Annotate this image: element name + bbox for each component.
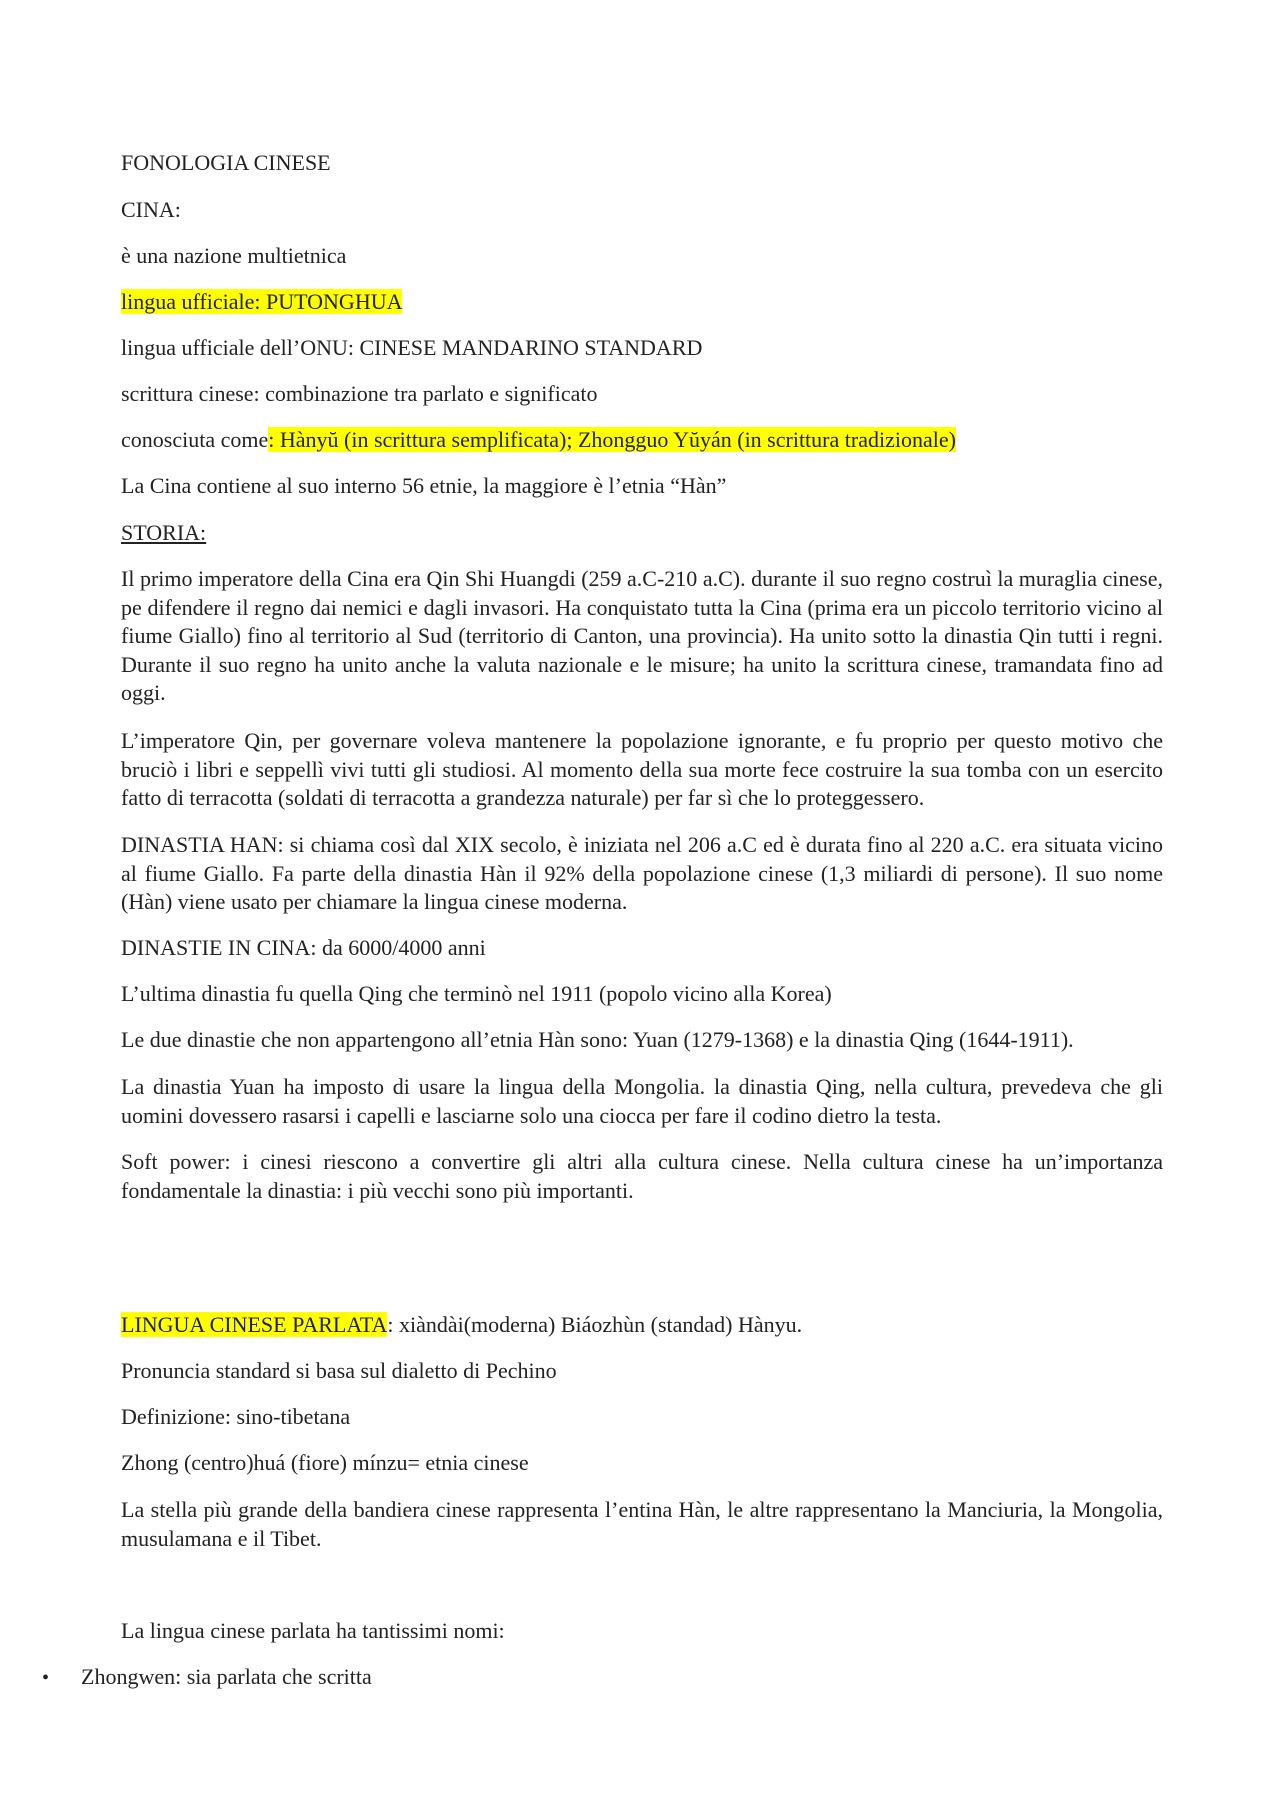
storia-paragraph-1: Il primo imperatore della Cina era Qin Shi Huangdi (259 a.C-210 a.C). durante il suo regno costruì la muraglia cinese, pe difendere il regno dai nemici e dagli invasori. Ha conquistato tutta la Cina (prima era un piccolo territorio vicino al fiume Giallo) fino al territorio al Sud (territorio di Canton, una provincia). Ha unito sotto la dinastia Qin tutti i regni. Durante il suo regno ha unito anche la valuta nazionale e le misure; ha unito la scrittura cinese, tramandata fino ad oggi.: [121, 566, 1163, 705]
dinastia-han-paragraph: DINASTIA HAN: si chiama così dal XIX secolo, è iniziata nel 206 a.C ed è durata fino al 220 a.C. era situata vicino al fiume Giallo. Fa parte della dinastia Hàn il 92% della popolazione cinese (1,3 miliardi di persone). Il suo nome (Hàn) viene usato per chiamare la lingua cinese moderna.: [121, 832, 1163, 914]
storia-heading-text: STORIA:: [121, 520, 207, 545]
bullet-item-zhongwen: Zhongwen: sia parlata che scritta: [81, 1664, 372, 1689]
storia-heading: [121, 519, 1163, 548]
lingua-ufficiale-line: [121, 288, 1163, 317]
zhong-line: Zhong (centro)huá (fiore) mínzu= etnia cinese: [121, 1450, 529, 1475]
nomi-line: La lingua cinese parlata ha tantissimi nomi:: [121, 1618, 505, 1643]
soft-power-paragraph: Soft power: i cinesi riescono a convertire gli altri alla cultura cinese. Nella cultura cinese ha un’importanza fondamentale la dinastia: i più vecchi sono più importanti.: [121, 1149, 1163, 1203]
lingua-onu-line: lingua ufficiale dell’ONU: CINESE MANDARINO STANDARD: [121, 335, 703, 360]
lingua-parlata-line: [121, 1311, 1163, 1340]
stella-paragraph: La stella più grande della bandiera cinese rappresenta l’entina Hàn, le altre rappresentano la Manciuria, la Mongolia, musulamana e il Tibet.: [121, 1497, 1163, 1551]
definizione-line: Definizione: sino-tibetana: [121, 1404, 351, 1429]
conosciuta-line: [121, 426, 1163, 455]
dinastie-in-cina-line: DINASTIE IN CINA: da 6000/4000 anni: [121, 935, 486, 960]
scrittura-line: scrittura cinese: combinazione tra parlato e significato: [121, 381, 598, 406]
highlight-lingua-parlata: LINGUA CINESE PARLATA: [121, 1312, 388, 1337]
due-dinastie-line: Le due dinastie che non appartengono all’etnia Hàn sono: Yuan (1279-1368) e la dinastia Qing (1644-1911).: [121, 1027, 1074, 1052]
bullet-marker: •: [42, 1667, 50, 1689]
lingua-parlata-rest: : xiàndài(moderna) Biáozhùn (standad) Hànyu.: [387, 1312, 803, 1337]
pronuncia-line: Pronuncia standard si basa sul dialetto di Pechino: [121, 1358, 557, 1383]
dinastia-yuan-paragraph: La dinastia Yuan ha imposto di usare la lingua della Mongolia. la dinastia Qing, nella cultura, prevedeva che gli uomini dovessero rasarsi i capelli e lasciarne solo una ciocca per fare il codino dietro la testa.: [121, 1074, 1163, 1128]
cina-label: CINA:: [121, 197, 181, 222]
multietnica-line: è una nazione multietnica: [121, 243, 347, 268]
document-title: FONOLOGIA CINESE: [121, 150, 331, 175]
ultima-dinastia-line: L’ultima dinastia fu quella Qing che terminò nel 1911 (popolo vicino alla Korea): [121, 981, 832, 1006]
highlight-lingua-ufficiale: lingua ufficiale: PUTONGHUA: [121, 289, 403, 314]
conosciuta-prefix: conosciuta come: [121, 427, 269, 452]
etnie-line: La Cina contiene al suo interno 56 etnie, la maggiore è l’etnia “Hàn”: [121, 473, 727, 498]
highlight-conosciuta: : Hànyŭ (in scrittura semplificata); Zhongguo Yŭyán (in scrittura tradizionale): [268, 427, 956, 452]
storia-paragraph-2: L’imperatore Qin, per governare voleva mantenere la popolazione ignorante, e fu proprio per questo motivo che bruciò i libri e seppellì vivi tutti gli studiosi. Al momento della sua morte fece costruire la sua tomba con un esercito fatto di terracotta (soldati di terracotta a grandezza naturale) per far sì che lo proteggessero.: [121, 728, 1163, 810]
